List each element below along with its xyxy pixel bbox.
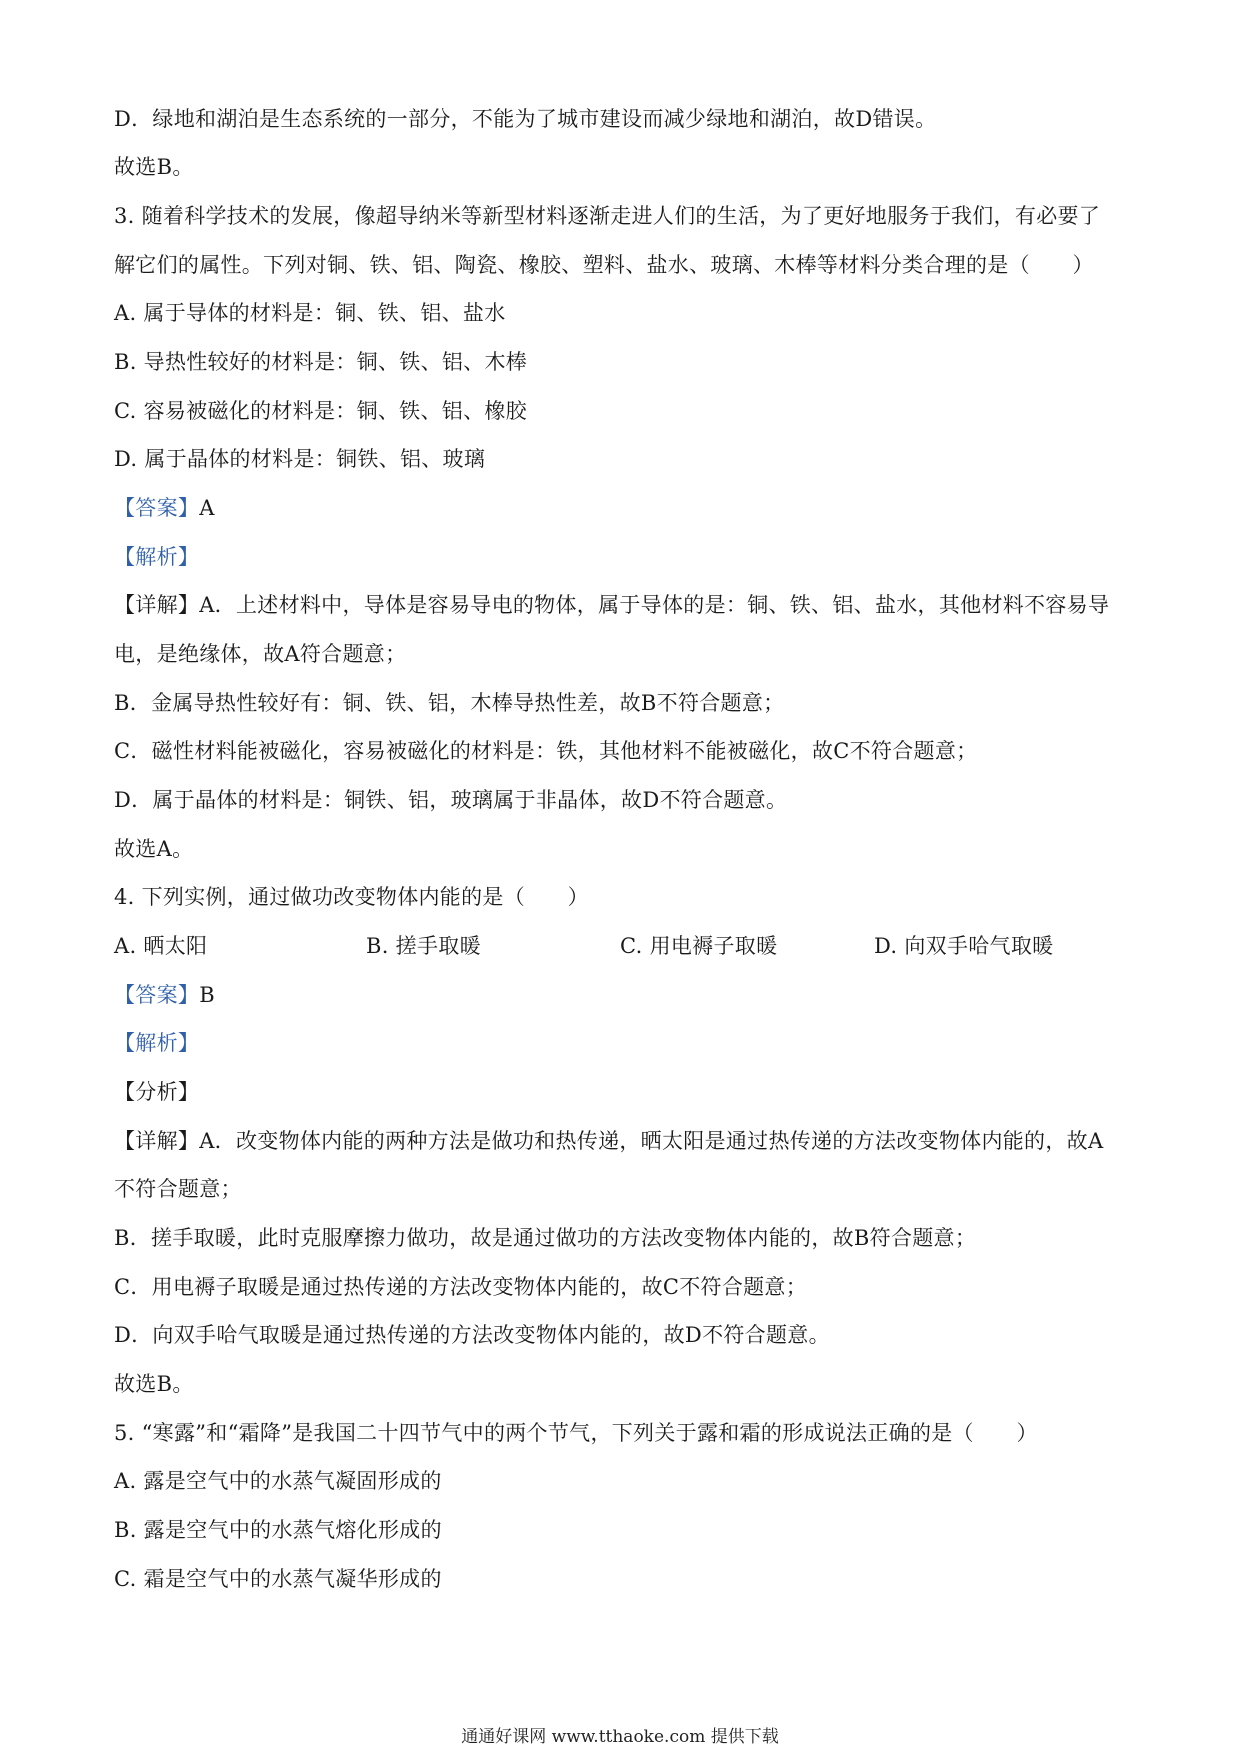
question-5-option-a: A. 露是空气中的水蒸气凝固形成的 xyxy=(114,1469,442,1493)
question-3-option-d: D. 属于晶体的材料是：铜铁、铝、玻璃 xyxy=(114,447,486,471)
question-4-stem: 4. 下列实例，通过做功改变物体内能的是（ ） xyxy=(114,885,589,909)
detail-line: D．向双手哈气取暖是通过热传递的方法改变物体内能的，故D不符合题意。 xyxy=(114,1323,830,1347)
detail-line: 不符合题意； xyxy=(114,1177,242,1201)
question-4-option-b: B. 搓手取暖 xyxy=(366,934,481,958)
answer-value: B xyxy=(199,983,215,1007)
detail-line: B．金属导热性较好有：铜、铁、铝，木棒导热性差，故B不符合题意； xyxy=(114,691,785,715)
page-footer: 通通好课网 www.tthaoke.com 提供下载 xyxy=(461,1727,779,1747)
answer-tag: 【答案】 xyxy=(114,496,200,520)
question-3-stem: 3. 随着科学技术的发展，像超导纳米等新型材料逐渐走进人们的生活，为了更好地服务于我们，有必要了 xyxy=(114,204,1101,228)
detail-line: B．搓手取暖，此时克服摩擦力做功，故是通过做功的方法改变物体内能的，故B符合题意； xyxy=(114,1226,977,1250)
question-4-option-a: A. 晒太阳 xyxy=(114,934,208,958)
question-5-option-b: B. 露是空气中的水蒸气熔化形成的 xyxy=(114,1518,442,1542)
text-line: D．绿地和湖泊是生态系统的一部分，不能为了城市建设而减少绿地和湖泊，故D错误。 xyxy=(114,107,937,131)
question-3-option-c: C. 容易被磁化的材料是：铜、铁、铝、橡胶 xyxy=(114,399,527,423)
detail-line: 【详解】A．上述材料中，导体是容易导电的物体，属于导体的是：铜、铁、铝、盐水，其他材料不容易导 xyxy=(114,593,1110,617)
answer-value: A xyxy=(199,496,215,520)
choice-line: 故选B。 xyxy=(114,1372,194,1396)
question-4-option-d: D. 向双手哈气取暖 xyxy=(874,934,1054,958)
detail-line: 【详解】A．改变物体内能的两种方法是做功和热传递，晒太阳是通过热传递的方法改变物体内能的，故A xyxy=(114,1129,1104,1153)
question-3-option-a: A. 属于导体的材料是：铜、铁、铝、盐水 xyxy=(114,301,506,325)
question-3-stem-cont: 解它们的属性。下列对铜、铁、铝、陶瓷、橡胶、塑料、盐水、玻璃、木棒等材料分类合理的是（ ） xyxy=(114,253,1094,277)
detail-line: D．属于晶体的材料是：铜铁、铝，玻璃属于非晶体，故D不符合题意。 xyxy=(114,788,788,812)
detail-line: 电，是绝缘体，故A符合题意； xyxy=(114,642,407,666)
analysis-header: 【分析】 xyxy=(114,1080,200,1104)
question-5-stem: 5. “寒露”和“霜降”是我国二十四节气中的两个节气，下列关于露和霜的形成说法正确的是（ ） xyxy=(114,1421,1038,1445)
detail-line: C．用电褥子取暖是通过热传递的方法改变物体内能的，故C不符合题意； xyxy=(114,1275,808,1299)
question-5-option-c: C. 霜是空气中的水蒸气凝华形成的 xyxy=(114,1567,442,1591)
detail-line: C．磁性材料能被磁化，容易被磁化的材料是：铁，其他材料不能被磁化，故C不符合题意； xyxy=(114,739,978,763)
question-4-options xyxy=(114,932,1114,960)
analysis-tag: 【解析】 xyxy=(114,1031,200,1055)
answer-tag: 【答案】 xyxy=(114,983,200,1007)
choice-line: 故选A。 xyxy=(114,837,194,861)
answer-line xyxy=(114,494,215,522)
question-4-option-c: C. 用电褥子取暖 xyxy=(620,934,778,958)
text-line: 故选B。 xyxy=(114,155,194,179)
answer-line xyxy=(114,981,215,1009)
question-3-option-b: B. 导热性较好的材料是：铜、铁、铝、木棒 xyxy=(114,350,528,374)
analysis-tag: 【解析】 xyxy=(114,545,200,569)
